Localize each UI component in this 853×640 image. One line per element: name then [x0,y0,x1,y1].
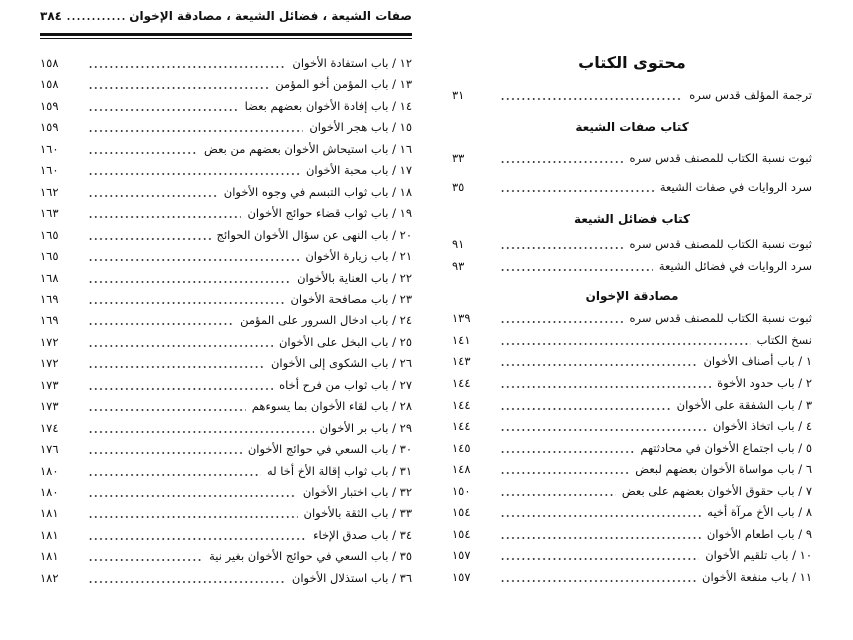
leader-dots [88,292,284,306]
page-number: ٣٨٤ [40,9,62,23]
leader-dots [500,376,711,390]
toc-entry[interactable] [452,417,812,435]
leader-dots [88,77,269,91]
leader-dots [88,528,307,542]
toc-entry[interactable] [40,547,412,565]
entry-title: سرد الروايات في فضائل الشيعة [658,259,812,273]
leader-dots [500,180,654,194]
toc-entry[interactable] [452,309,812,327]
toc-entry[interactable] [40,504,412,522]
leader-dots [88,271,291,285]
entry-title: ٣١ / باب ثواب إقالة الأخ أخا له [266,463,412,478]
toc-entry[interactable] [40,526,412,544]
entry-page-number: ١٥٨ [40,56,59,70]
entry-title: ٢١ / باب زيارة الأخوان [305,249,412,264]
entry-page-number: ١٦٠ [40,163,59,178]
running-header [40,9,412,29]
leader-dots [500,88,683,102]
page-title: محتوى الكتاب [578,53,686,72]
entry-page-number: ١٥٨ [40,77,59,92]
entry-page-number: ١٧٢ [40,334,59,349]
toc-entry[interactable] [40,290,412,308]
toc-entry[interactable] [452,374,812,392]
entry-page-number: ١٨٠ [40,463,59,478]
entry-title: ١٩ / باب ثواب قضاء حوائج الأخوان [247,206,412,221]
toc-entry[interactable] [40,204,412,222]
entry-page-number: ١٤١ [452,333,471,347]
leader-dots [88,313,234,327]
entry-page-number: ١٥٧ [452,570,471,584]
leader-dots [88,421,314,435]
toc-entry[interactable] [40,118,412,136]
entry-page-number: ١٦٩ [40,291,59,306]
entry-page-number: ١٨١ [40,506,59,521]
entry-title: ١ / باب أصناف الأخوان [703,354,812,368]
section-heading: كتاب صفات الشيعة [575,120,689,134]
entry-title: ٢ / باب حدود الأخوة [717,376,812,390]
entry-title: ٦ / باب مواساة الأخوان بعضهم لبعض [635,462,812,476]
leader-dots [500,151,623,165]
toc-entry[interactable] [452,568,812,586]
entry-page-number: ١٥٠ [452,484,471,498]
section-heading: كتاب فضائل الشيعة [574,212,690,226]
entry-title: ١٠ / باب تلقيم الأخوان [705,548,812,562]
toc-entry[interactable] [452,178,812,196]
toc-entry[interactable] [40,269,412,287]
entry-page-number: ١٤٤ [452,398,471,412]
leader-dots [500,311,623,325]
entry-title: ٣٤ / باب صدق الإخاء [313,527,412,542]
leader-dots [500,570,696,584]
leader-dots [500,259,653,273]
entry-page-number: ١٤٤ [452,419,471,433]
entry-title: ٢٧ / باب ثواب من فرح أخاه [279,377,412,392]
entry-title: ٣٦ / باب استذلال الأخوان [291,570,412,585]
leader-dots [88,185,218,199]
entry-title: ثبوت نسبة الكتاب للمصنف قدس سره [629,237,812,251]
leader-dots [88,506,298,520]
leader-dots [500,548,699,562]
header-leader-dots [66,9,125,21]
toc-entry[interactable] [452,546,812,564]
toc-entry[interactable] [452,503,812,521]
entry-page-number: ١٤٣ [452,354,471,368]
toc-entry[interactable] [40,183,412,201]
entry-title: ٢٥ / باب البخل على الأخوان [278,334,412,349]
entry-title: ٣٠ / باب السعي في حوائج الأخوان [247,442,412,457]
entry-page-number: ٣١ [452,88,465,102]
leader-dots [500,237,623,251]
entry-page-number: ١٧٢ [40,356,59,371]
entry-page-number: ١٨٠ [40,485,59,499]
toc-entry[interactable] [40,440,412,458]
toc-entry[interactable] [40,462,412,480]
leader-dots [500,419,707,433]
entry-page-number: ١٧٤ [40,420,59,435]
toc-entry[interactable] [40,354,412,372]
toc-entry[interactable] [452,149,812,167]
entry-title: ١٥ / باب هجر الأخوان [309,120,412,135]
leader-dots [88,249,299,263]
entry-title: ١٧ / باب محبة الأخوان [305,163,412,178]
entry-page-number: ١٦٣ [40,206,59,221]
entry-page-number: ٩٣ [452,259,465,273]
entry-page-number: ٩١ [452,237,465,251]
entry-title: ٢٠ / باب النهى عن سؤال الأخوان الحوائج [216,227,412,242]
entry-title: ٨ / باب الأخ مرآة أخيه [707,505,812,519]
toc-entry[interactable] [40,140,412,158]
toc-entry[interactable] [452,235,812,253]
leader-dots [500,333,751,347]
entry-title: ٥ / باب اجتماع الأخوان في محادثتهم [640,441,812,455]
leader-dots [88,206,241,220]
entry-title: ٤ / باب اتخاذ الأخوان [712,419,812,433]
entry-title: سرد الروايات في صفات الشيعة [659,180,812,194]
entry-title: ١٢ / باب استفادة الأخوان [292,56,412,70]
entry-title: ٢٩ / باب بر الأخوان [319,420,412,435]
leader-dots [500,527,701,541]
header-rule-thin [40,38,412,39]
entry-title: ١٨ / باب ثواب التبسم في وجوه الأخوان [223,184,412,199]
entry-page-number: ١٥٩ [40,98,59,113]
entry-page-number: ١٨١ [40,549,59,564]
leader-dots [500,354,697,368]
entry-page-number: ١٦٩ [40,313,59,328]
entry-page-number: ١٧٣ [40,377,59,392]
entry-page-number: ١٣٩ [452,311,471,325]
toc-entry[interactable] [40,75,412,93]
header-rule-thick [40,33,412,36]
leader-dots [88,378,273,392]
toc-entry[interactable] [452,482,812,500]
leader-dots [88,142,198,156]
entry-title: ٣ / باب الشفقة على الأخوان [676,398,812,412]
entry-page-number: ١٧٦ [40,442,59,457]
entry-title: ١٦ / باب استيحاش الأخوان بعضهم من بعض [204,141,412,156]
toc-entry[interactable] [452,396,812,414]
entry-page-number: ١٧٣ [40,399,59,414]
leader-dots [500,398,671,412]
toc-entry[interactable] [40,376,412,394]
entry-page-number: ١٨٢ [40,570,59,585]
leader-dots [500,441,634,455]
entry-title: ٢٦ / باب الشكوى إلى الأخوان [270,356,412,371]
entry-page-number: ١٤٤ [452,376,471,390]
toc-entry[interactable] [40,54,412,72]
entry-title: ١٣ / باب المؤمن أخو المؤمن [275,77,412,92]
entry-page-number: ٣٥ [452,180,465,194]
toc-entry[interactable] [40,483,412,501]
leader-dots [88,163,300,177]
entry-title: ١١ / باب منفعة الأخوان [702,570,812,584]
toc-entry[interactable] [452,439,812,457]
entry-page-number: ١٥٩ [40,120,59,135]
toc-entry[interactable] [452,86,812,104]
entry-title: ٣٥ / باب السعي في حوائج الأخوان بغير نية [209,549,412,564]
entry-title: ٢٨ / باب لقاء الأخوان بما يسوءهم [251,399,412,414]
entry-title: ثبوت نسبة الكتاب للمصنف قدس سره [629,151,812,165]
leader-dots [88,228,211,242]
leader-dots [88,549,203,563]
entry-page-number: ١٦٠ [40,141,59,156]
toc-entry[interactable] [40,161,412,179]
toc-entry[interactable] [40,97,412,115]
leader-dots [500,462,629,476]
toc-entry[interactable] [40,247,412,265]
entry-title: ٧ / باب حقوق الأخوان بعضهم على بعض [621,484,812,498]
leader-dots [88,56,286,70]
entry-page-number: ١٤٥ [452,441,471,455]
toc-entry[interactable] [452,352,812,370]
entry-title: ٢٣ / باب مصافحة الأخوان [290,291,412,306]
leader-dots [88,464,261,478]
entry-title: ترجمة المؤلف قدس سره [689,88,812,102]
toc-entry[interactable] [452,331,812,349]
toc-entry[interactable] [452,257,812,275]
leader-dots [88,399,246,413]
entry-page-number: ١٦٢ [40,184,59,199]
leader-dots [500,505,701,519]
toc-entry[interactable] [40,397,412,415]
entry-title: ثبوت نسبة الكتاب للمصنف قدس سره [629,311,812,325]
leader-dots [500,484,616,498]
toc-entry[interactable] [40,226,412,244]
toc-entry[interactable] [40,569,412,587]
entry-page-number: ١٥٤ [452,505,471,519]
leader-dots [88,335,273,349]
leader-dots [88,99,239,113]
entry-title: ٢٢ / باب العناية بالأخوان [297,270,412,285]
entry-page-number: ١٥٤ [452,527,471,541]
toc-entry[interactable] [40,311,412,329]
leader-dots [88,442,242,456]
leader-dots [88,120,303,134]
entry-page-number: ١٦٥ [40,227,59,242]
entry-page-number: ١٨١ [40,527,59,542]
leader-dots [88,571,286,585]
entry-title: ٣٢ / باب اختبار الأخوان [302,485,412,499]
entry-page-number: ١٥٧ [452,548,471,562]
entry-title: ٩ / باب اطعام الأخوان [706,527,812,541]
leader-dots [88,356,265,370]
section-heading: مصادقة الإخوان [585,289,679,303]
leader-dots [88,485,297,499]
entry-title: نسخ الكتاب [756,333,812,347]
entry-title: ٣٣ / باب الثقة بالأخوان [303,506,412,521]
entry-page-number: ٣٣ [452,151,465,165]
toc-entry[interactable] [40,333,412,351]
running-title: صفات الشيعة ، فضائل الشيعة ، مصادقة الإخوان [129,9,412,23]
entry-title: ١٤ / باب إفادة الأخوان بعضهم بعضا [244,98,412,113]
entry-page-number: ١٦٥ [40,249,59,264]
toc-entry[interactable] [452,525,812,543]
entry-page-number: ١٤٨ [452,462,471,476]
entry-title: ٢٤ / باب ادخال السرور على المؤمن [240,313,412,328]
entry-page-number: ١٦٨ [40,270,59,285]
toc-entry[interactable] [452,460,812,478]
toc-entry[interactable] [40,419,412,437]
